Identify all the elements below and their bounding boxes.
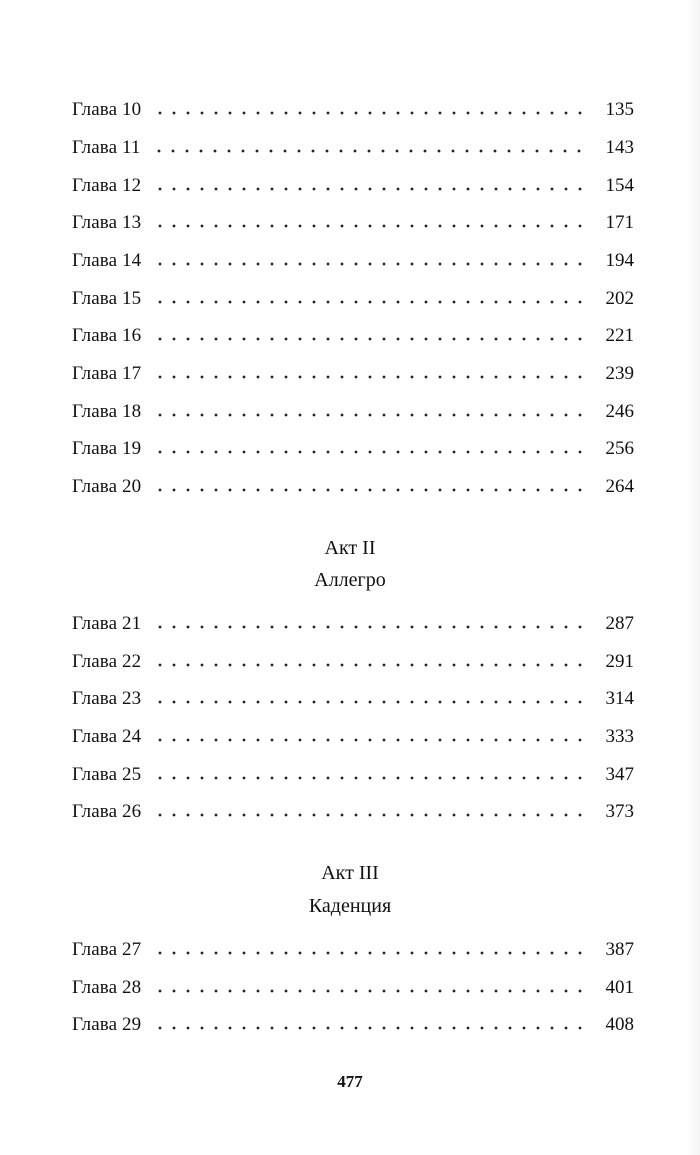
chapter-page-number: 256 [605,438,634,459]
dot-leader [153,111,590,115]
chapter-label: Глава 20 [72,476,142,497]
chapter-label: Глава 25 [72,764,142,785]
chapter-page-number: 154 [605,175,634,196]
toc-entry [72,361,634,387]
chapter-label: Глава 11 [72,137,141,158]
toc-entry [72,97,634,123]
act-subtitle: Аллегро [314,569,386,591]
toc-entry [72,474,634,500]
toc-entry [72,323,634,349]
dot-leader [153,813,590,817]
chapter-label: Глава 19 [72,438,142,459]
chapter-label: Глава 16 [72,325,142,346]
chapter-page-number: 171 [605,212,634,233]
dot-leader [153,413,590,417]
chapter-label: Глава 10 [72,99,142,120]
chapter-label: Глава 15 [72,288,142,309]
chapter-page-number: 287 [605,613,634,634]
dot-leader [153,700,590,704]
dot-leader [152,149,590,153]
toc-entry [72,248,634,274]
act-title: Акт II [324,537,376,559]
dot-leader [153,337,590,341]
toc-entry [72,611,634,637]
dot-leader [153,488,590,492]
page-number: 477 [337,1072,363,1091]
chapter-label: Глава 14 [72,250,142,271]
chapter-page-number: 239 [605,363,634,384]
toc-entry [72,975,634,1001]
chapter-page-number: 135 [605,99,634,120]
toc-entry [72,686,634,712]
chapter-label: Глава 26 [72,801,142,822]
act-title: Акт III [321,862,379,884]
dot-leader [153,262,590,266]
toc-entry [72,799,634,825]
dot-leader [153,224,590,228]
dot-leader [153,625,590,629]
act-subtitle: Каденция [308,895,392,917]
toc-entry [72,436,634,462]
chapter-page-number: 333 [605,726,634,747]
toc-entry [72,135,634,161]
chapter-page-number: 143 [605,137,634,158]
dot-leader [153,1026,590,1030]
toc-entry [72,649,634,675]
chapter-label: Глава 17 [72,363,142,384]
chapter-page-number: 387 [605,939,634,960]
chapter-label: Глава 23 [72,688,142,709]
chapter-label: Глава 28 [72,977,142,998]
toc-entry [72,173,634,199]
chapter-page-number: 291 [605,651,634,672]
chapter-label: Глава 29 [72,1014,142,1035]
chapter-page-number: 194 [605,250,634,271]
toc-entry [72,399,634,425]
dot-leader [153,776,590,780]
chapter-page-number: 202 [605,288,634,309]
chapter-page-number: 246 [605,401,634,422]
chapter-label: Глава 18 [72,401,142,422]
chapter-page-number: 408 [605,1014,634,1035]
chapter-label: Глава 24 [72,726,142,747]
chapter-label: Глава 22 [72,651,142,672]
chapter-label: Глава 21 [72,613,142,634]
toc-entry [72,762,634,788]
chapter-page-number: 347 [605,764,634,785]
toc-entry [72,210,634,236]
dot-leader [153,450,590,454]
chapter-label: Глава 13 [72,212,142,233]
chapter-page-number: 264 [605,476,634,497]
toc-entry [72,937,634,963]
chapter-label: Глава 27 [72,939,142,960]
toc-entry [72,286,634,312]
chapter-page-number: 401 [605,977,634,998]
chapter-label: Глава 12 [72,175,142,196]
dot-leader [153,989,590,993]
dot-leader [153,187,590,191]
chapter-page-number: 373 [605,801,634,822]
dot-leader [153,663,590,667]
dot-leader [153,375,590,379]
chapter-page-number: 314 [605,688,634,709]
toc-entry [72,724,634,750]
dot-leader [153,951,590,955]
dot-leader [153,738,590,742]
chapter-page-number: 221 [605,325,634,346]
dot-leader [153,300,590,304]
toc-entry [72,1012,634,1038]
